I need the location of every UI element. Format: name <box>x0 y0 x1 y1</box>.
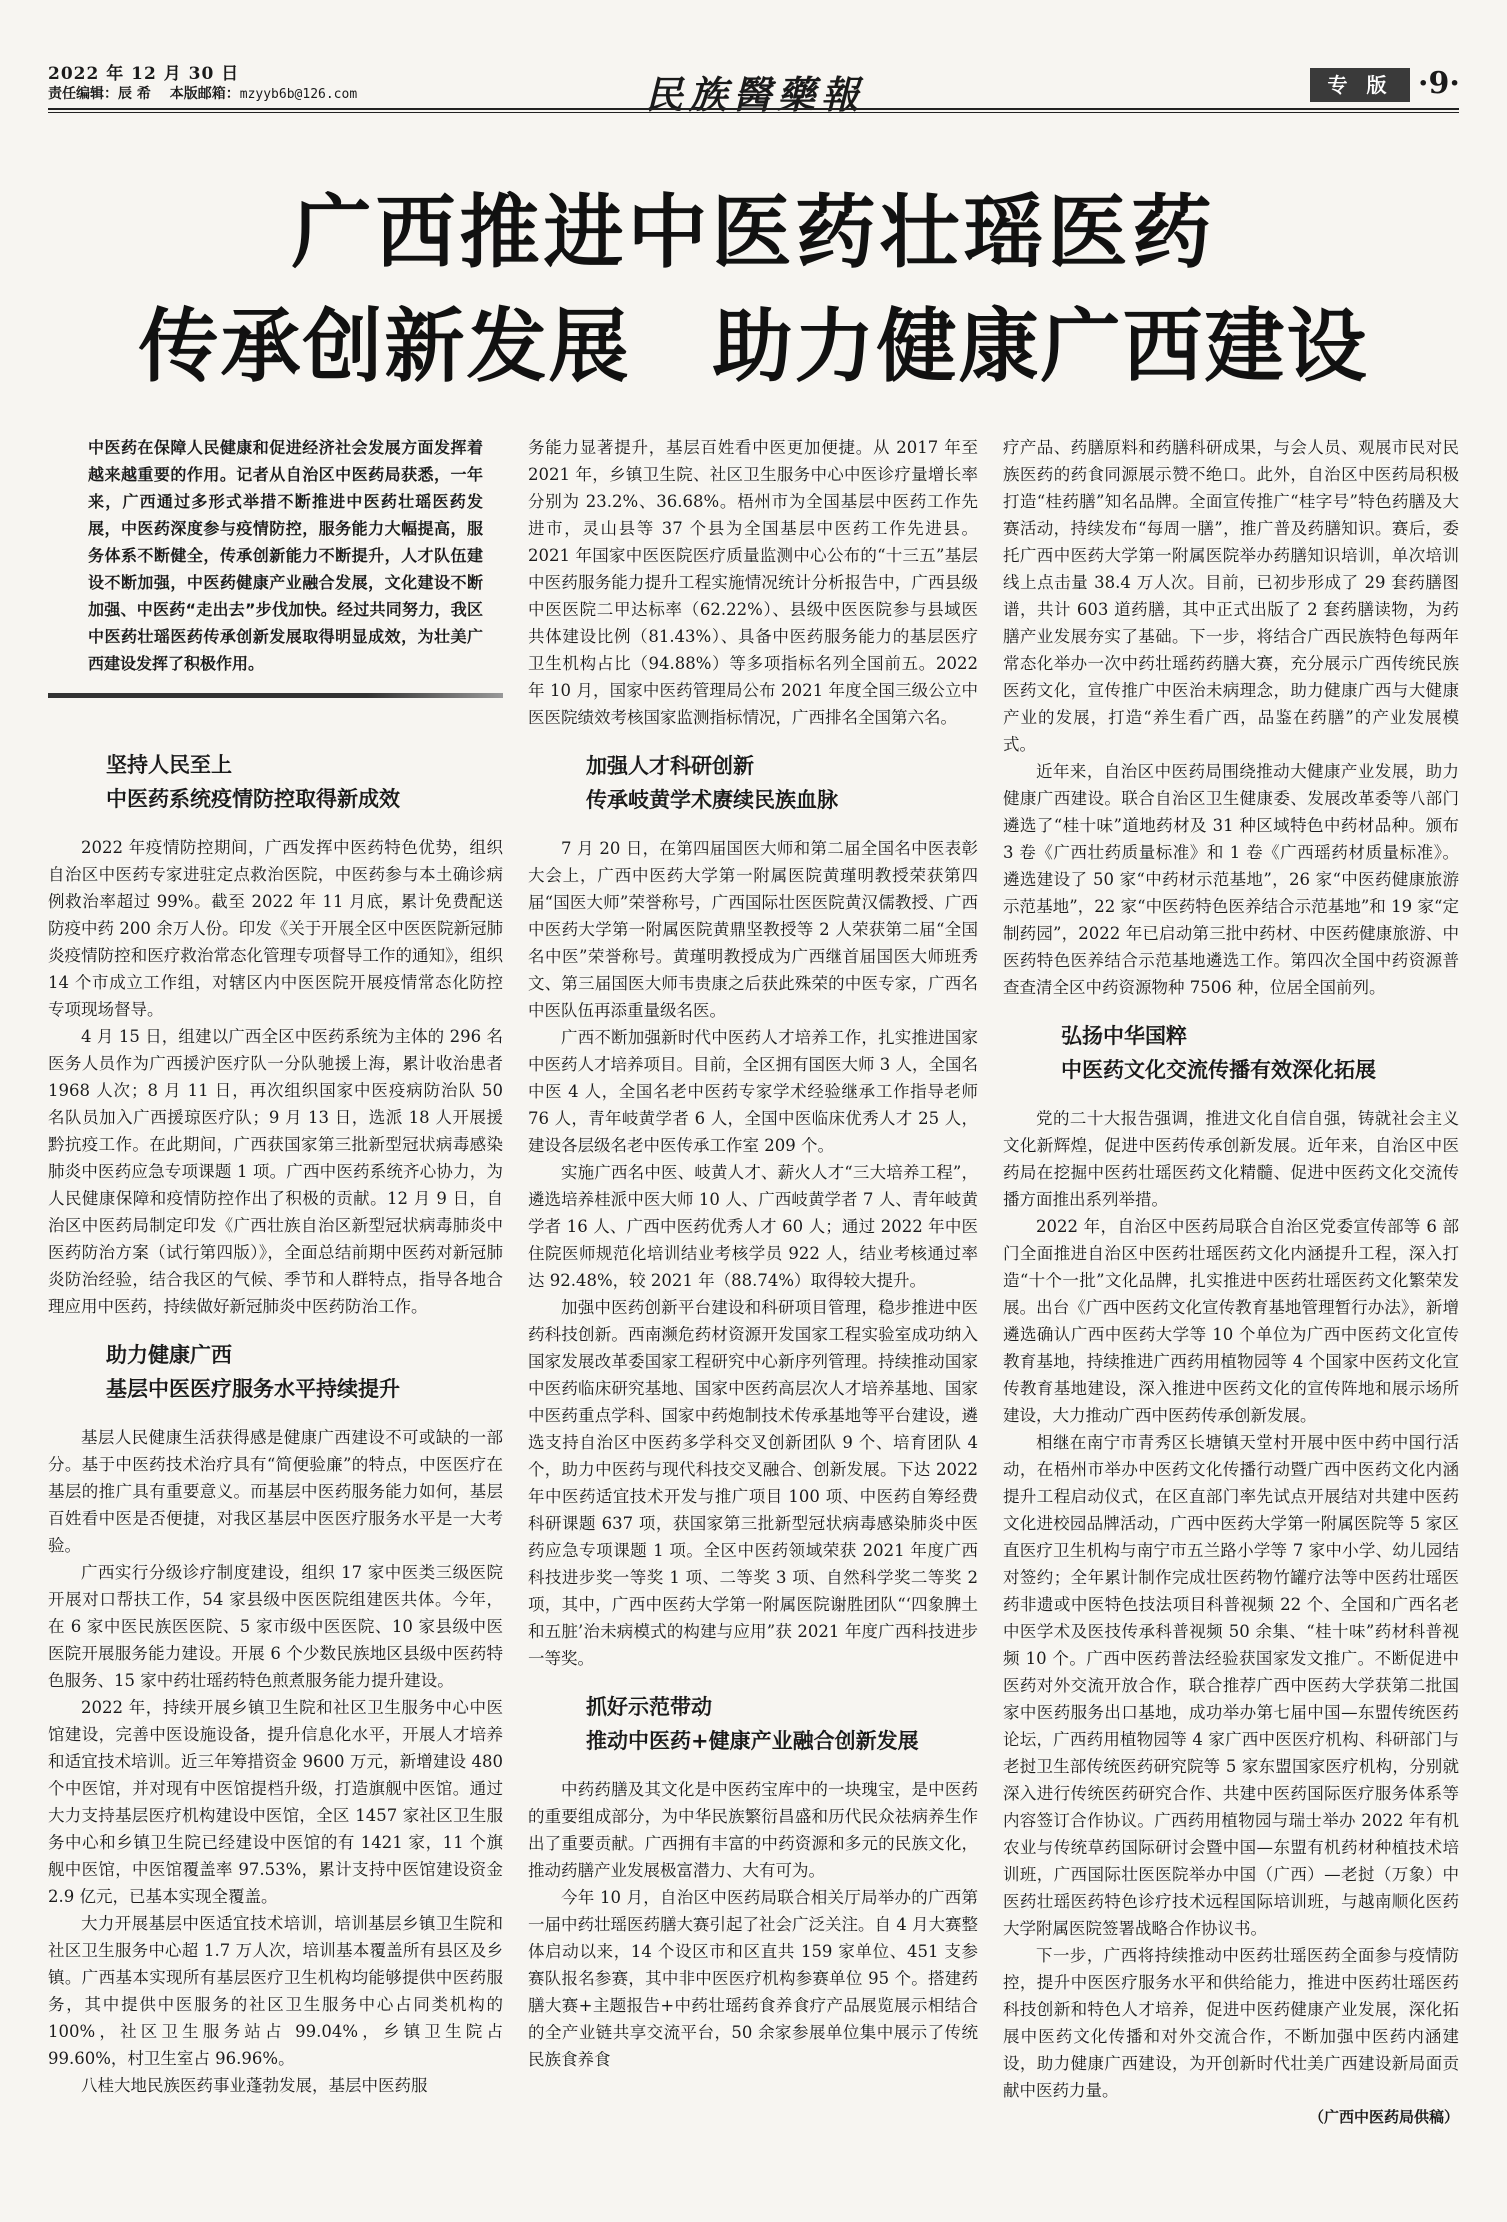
paragraph: 实施广西名中医、岐黄人才、薪火人才“三大培养工程”，遴选培养桂派中医大师 10 人、广西岐黄学者 7 人、青年岐黄学者 16 人、广西中医药优秀人才 60 人；通过 2022 年中医住院医师规范化培训结业考核学员 922 人，结业考核通过率达 92.48%，较 2021 年（88.74%）取得较大提升。 <box>528 1163 978 1290</box>
column-2 <box>528 434 978 2073</box>
section-heading <box>528 1690 978 1758</box>
section-heading-line-2: 推动中医药+健康产业融合创新发展 <box>586 1729 919 1753</box>
paragraph: 相继在南宁市青秀区长塘镇天堂村开展中医中药中国行活动，在梧州市举办中医药文化传播行动暨广西中医药文化内涵提升工程启动仪式，在区直部门率先试点开展结对共建中医药文化进校园品牌活动，广西中医药大学第一附属医院等 5 家区直医疗卫生机构与南宁市五兰路小学等 7 家中小学、幼儿园结对签约；全年累计制作完成壮医药物竹罐疗法等中医药壮瑶医药非遗或中医特色技法项目科普视频 22 个、全国和广西名老中医学术及医技传承科普视频 50 余集、“桂十味”药材科普视频 10 个。广西中医药普法经验获国家发文推广。不断促进中医药对外交流开放合作，联合推荐广西中医药大学获第二批国家中医药服务出口基地，成功举办第七届中国—东盟传统医药论坛，广西药用植物园等 4 家广西中医医疗机构、科研部门与老挝卫生部传统医药研究院等 5 家东盟国家医疗机构，分别就深入进行传统医药研究合作、共建中医药国际医疗服务体系等内容签订合作协议。广西药用植物园与瑞士举办 2022 年有机农业与传统草药国际研讨会暨中国—东盟有机药材种植技术培训班，广西国际壮医医院举办中国（广西）—老挝（万象）中医药壮瑶医药特色诊疗技术远程国际培训班，与越南顺化医药大学附属医院签署战略合作协议书。 <box>1003 1433 1459 1938</box>
section-heading <box>48 1338 503 1406</box>
section-heading-line-1: 加强人才科研创新 <box>586 754 754 778</box>
column-3 <box>1003 434 1459 2131</box>
paragraph: 疗产品、药膳原料和药膳科研成果，与会人员、观展市民对民族医药的药食同源展示赞不绝口。此外，自治区中医药局积极打造“桂药膳”知名品牌。全面宣传推广“桂字号”特色药膳及大赛活动，持续发布“每周一膳”，推广普及药膳知识。赛后，委托广西中医药大学第一附属医院举办药膳知识培训，单次培训线上点击量 38.4 万人次。目前，已初步形成了 29 套药膳图谱，共计 603 道药膳，其中正式出版了 2 套药膳读物，为药膳产业发展夯实了基础。下一步，将结合广西民族特色每两年常态化举办一次中药壮瑶药药膳大赛，充分展示广西传统民族医药文化，宣传推广中医治未病理念，助力健康广西与大健康产业的发展，打造“养生看广西，品鉴在药膳”的产业发展模式。 <box>1003 438 1459 754</box>
section-badge: 专 版 <box>1310 68 1410 102</box>
paragraph: 广西实行分级诊疗制度建设，组织 17 家中医类三级医院开展对口帮扶工作，54 家县级中医医院组建医共体。今年，在 6 家中医民族医医院、5 家市级中医医院、10 家县级中医医院开展服务能力建设。开展 6 个少数民族地区县级中医药特色服务、15 家中药壮瑶药特色煎煮服务能力提升建设。 <box>48 1563 503 1690</box>
section-heading-line-1: 坚持人民至上 <box>106 753 232 777</box>
section-heading-line-2: 基层中医医疗服务水平持续提升 <box>106 1377 400 1401</box>
paragraph: 基层人民健康生活获得感是健康广西建设不可或缺的一部分。基于中医药技术治疗具有“简便验廉”的特点，中医医疗在基层的推广具有重要意义。而基层中医药服务能力如何，基层百姓看中医是否便捷，对我区基层中医医疗服务水平是一大考验。 <box>48 1428 503 1555</box>
paragraph: 近年来，自治区中医药局围绕推动大健康产业发展，助力健康广西建设。联合自治区卫生健康委、发展改革委等八部门遴选了“桂十味”道地药材及 31 种区域特色中药材品种。颁布 3 卷《广西壮药质量标准》和 1 卷《广西瑶药材质量标准》。遴选建设了 50 家“中药材示范基地”，26 家“中医药健康旅游示范基地”，22 家“中医药特色医养结合示范基地”和 19 家“定制药园”，2022 年已启动第三批中药材、中医药健康旅游、中医药特色医养结合示范基地遴选工作。第四次全国中药资源普查查清全区中药资源物种 7506 种，位居全国前列。 <box>1003 762 1459 997</box>
headline-line-1: 广西推进中医药壮瑶医药 <box>291 186 1216 279</box>
paragraph: 2022 年，持续开展乡镇卫生院和社区卫生服务中心中医馆建设，完善中医设施设备，提升信息化水平，开展人才培养和适宜技术培训。近三年筹措资金 9600 万元，新增建设 480 个中医馆，并对现有中医馆提档升级，打造旗舰中医馆。通过大力支持基层医疗机构建设中医馆，全区 1457 家社区卫生服务中心和乡镇卫生院已经建设中医馆的有 1421 家，11 个旗舰中医馆，中医馆覆盖率 97.53%，累计支持中医馆建设资金 2.9 亿元，已基本实现全覆盖。 <box>48 1698 503 1906</box>
editor-text: 责任编辑：辰 希 本版邮箱： <box>48 86 240 102</box>
newspaper-logo: 民族醫藥報 <box>645 72 866 117</box>
page-number: ·9· <box>1418 66 1460 101</box>
paragraph: 7 月 20 日，在第四届国医大师和第二届全国名中医表彰大会上，广西中医药大学第一附属医院黄瑾明教授荣获第四届“国医大师”荣誉称号，广西国际壮医医院黄汉儒教授、广西中医药大学第一附属医院黄鼎坚教授等 2 人荣获第二届“全国名中医”荣誉称号。黄瑾明教授成为广西继首届国医大师班秀文、第三届国医大师韦贵康之后获此殊荣的中医专家，广西名中医队伍再添重量级名医。 <box>528 839 978 1020</box>
paragraph: 务能力显著提升，基层百姓看中医更加便捷。从 2017 年至 2021 年，乡镇卫生院、社区卫生服务中心中医诊疗量增长率分别为 23.2%、36.68%。梧州市为全国基层中医药工作先进市，灵山县等 37 个县为全国基层中医药工作先进县。2021 年国家中医医院医疗质量监测中心公布的“十三五”基层中医药服务能力提升工程实施情况统计分析报告中，广西县级中医医院二甲达标率（62.22%）、县级中医医院参与县域医共体建设比例（81.43%）、具备中医药服务能力的基层医疗卫生机构占比（94.88%）等多项指标名列全国前五。2022 年 10 月，国家中医药管理局公布 2021 年度全国三级公立中医医院绩效考核国家监测指标情况，广西排名全国第六名。 <box>528 438 978 727</box>
paragraph: 今年 10 月，自治区中医药局联合相关厅局举办的广西第一届中药壮瑶医药膳大赛引起了社会广泛关注。自 4 月大赛整体启动以来，14 个设区市和区直共 159 家单位、451 支参赛队报名参赛，其中非中医医疗机构参赛单位 95 个。搭建药膳大赛+主题报告+中药壮瑶药食养食疗产品展览展示相结合的全产业链共享交流平台，50 余家参展单位集中展示了传统民族食养食 <box>528 1888 978 2069</box>
editor-line <box>48 84 357 105</box>
lead-divider <box>48 693 503 698</box>
article-credit: （广西中医药局供稿） <box>1308 2108 1459 2126</box>
column-1 <box>48 434 503 2099</box>
masthead-info <box>48 64 357 105</box>
paragraph: 2022 年疫情防控期间，广西发挥中医药特色优势，组织自治区中医药专家进驻定点救治医院，中医药参与本土确诊病例救治率超过 99%。截至 2022 年 11 月底，累计免费配送防疫中药 200 余万人份。印发《关于开展全区中医医院新冠肺炎疫情防控和医疗救治常态化管理专项督导工作的通知》，组织 14 个市成立工作组，对辖区内中医医院开展疫情常态化防控专项现场督导。 <box>48 838 503 1019</box>
paragraph: 八桂大地民族医药事业蓬勃发展，基层中医药服 <box>81 2076 428 2095</box>
header-rule <box>48 108 1459 110</box>
section-heading <box>48 748 503 816</box>
lead-paragraph: 中医药在保障人民健康和促进经济社会发展方面发挥着越来越重要的作用。记者从自治区中医药局获悉，一年来，广西通过多形式举措不断推进中医药壮瑶医药发展，中医药深度参与疫情防控，服务能力大幅提高，服务体系不断健全，传承创新能力不断提升，人才队伍建设不断加强，中医药健康产业融合发展，文化建设不断加强、中医药“走出去”步伐加快。经过共同努力，我区中医药壮瑶医药传承创新发展取得明显成效，为壮美广西建设发挥了积极作用。 <box>88 438 483 673</box>
section-heading <box>1003 1019 1459 1087</box>
header-rule-thin <box>48 112 1459 113</box>
paragraph: 党的二十大报告强调，推进文化自信自强，铸就社会主义文化新辉煌，促进中医药传承创新发展。近年来，自治区中医药局在挖掘中医药壮瑶医药文化精髓、促进中医药文化交流传播方面推出系列举措。 <box>1003 1109 1459 1209</box>
paragraph: 广西不断加强新时代中医药人才培养工作，扎实推进国家中医药人才培养项目。目前，全区拥有国医大师 3 人，全国名中医 4 人，全国名老中医药专家学术经验继承工作指导老师 76 人，青年岐黄学者 6 人，全国中医临床优秀人才 25 人，建设各层级名老中医传承工作室 209 个。 <box>528 1028 978 1155</box>
paragraph: 4 月 15 日，组建以广西全区中医药系统为主体的 296 名医务人员作为广西援沪医疗队一分队驰援上海，累计收治患者 1968 人次；8 月 11 日，再次组织国家中医疫病防治队 50 名队员加入广西援琼医疗队；9 月 13 日，选派 18 人开展援黔抗疫工作。在此期间，广西获国家第三批新型冠状病毒感染肺炎中医药应急专项课题 1 项。广西中医药系统齐心协力，为人民健康保障和疫情防控作出了积极的贡献。12 月 9 日，自治区中医药局制定印发《广西壮族自治区新型冠状病毒肺炎中医药防治方案（试行第四版）》，全面总结前期中医药对新冠肺炎防治经验，结合我区的气候、季节和人群特点，指导各地合理应用中医药，持续做好新冠肺炎中医药防治工作。 <box>48 1027 503 1316</box>
editor-email: mzyyb6b@126.com <box>239 87 358 102</box>
paragraph: 加强中医药创新平台建设和科研项目管理，稳步推进中医药科技创新。西南濒危药材资源开发国家工程实验室成功纳入国家发展改革委国家工程研究中心新序列管理。持续推动国家中医药临床研究基地、国家中医药高层次人才培养基地、国家中医药重点学科、国家中药炮制技术传承基地等平台建设，遴选支持自治区中医药多学科交叉创新团队 9 个、培育团队 4 个，助力中医药与现代科技交叉融合、创新发展。下达 2022 年中医药适宜技术开发与推广项目 100 项、中医药自筹经费科研课题 637 项，获国家第三批新型冠状病毒感染肺炎中医药应急专项课题 1 项。全区中医药领域荣获 2021 年度广西科技进步奖一等奖 1 项、二等奖 3 项、自然科学奖二等奖 2 项，其中，广西中医药大学第一附属医院谢胜团队“‘四象脾土和五脏’治未病模式的构建与应用”获 2021 年度广西科技进步一等奖。 <box>528 1298 978 1668</box>
issue-date: 2022 年 12 月 30 日 <box>48 64 240 84</box>
section-heading-line-2: 传承岐黄学术赓续民族血脉 <box>586 788 838 812</box>
section-heading <box>528 749 978 817</box>
paragraph: 下一步，广西将持续推动中医药壮瑶医药全面参与疫情防控，提升中医医疗服务水平和供给能力，推进中医药壮瑶医药科技创新和特色人才培养，促进中医药健康产业发展，深化拓展中医药文化传播和对外交流合作，不断加强中医药内涵建设，助力健康广西建设，为开创新时代壮美广西建设新局面贡献中医药力量。 <box>1003 1946 1459 2100</box>
section-heading-line-1: 弘扬中华国粹 <box>1061 1024 1187 1048</box>
paragraph: 大力开展基层中医适宜技术培训，培训基层乡镇卫生院和社区卫生服务中心超 1.7 万人次，培训基本覆盖所有县区及乡镇。广西基本实现所有基层医疗卫生机构均能够提供中医药服务，其中提供中医服务的社区卫生服务中心占同类机构的 100%，社区卫生服务站占 99.04%，乡镇卫生院占 99.60%，村卫生室占 96.96%。 <box>48 1914 503 2068</box>
section-heading-line-2: 中医药系统疫情防控取得新成效 <box>106 787 400 811</box>
section-heading-line-1: 抓好示范带动 <box>586 1695 712 1719</box>
paragraph: 中药药膳及其文化是中医药宝库中的一块瑰宝，是中医药的重要组成部分，为中华民族繁衍昌盛和历代民众祛病养生作出了重要贡献。广西拥有丰富的中药资源和多元的民族文化，推动药膳产业发展极富潜力、大有可为。 <box>528 1780 978 1880</box>
headline-line-2: 传承创新发展 助力健康广西建设 <box>138 300 1369 393</box>
section-heading-line-2: 中医药文化交流传播有效深化拓展 <box>1061 1058 1376 1082</box>
section-heading-line-1: 助力健康广西 <box>106 1343 232 1367</box>
paragraph: 2022 年，自治区中医药局联合自治区党委宣传部等 6 部门全面推进自治区中医药壮瑶医药文化内涵提升工程，深入打造“十个一批”文化品牌，扎实推进中医药壮瑶医药文化繁荣发展。出台《广西中医药文化宣传教育基地管理暂行办法》，新增遴选确认广西中医药大学等 10 个单位为广西中医药文化宣传教育基地，持续推进广西药用植物园等 4 个国家中医药文化宣传教育基地建设，深入推进中医药文化的宣传阵地和展示场所建设，大力推动广西中医药传承创新发展。 <box>1003 1217 1459 1425</box>
